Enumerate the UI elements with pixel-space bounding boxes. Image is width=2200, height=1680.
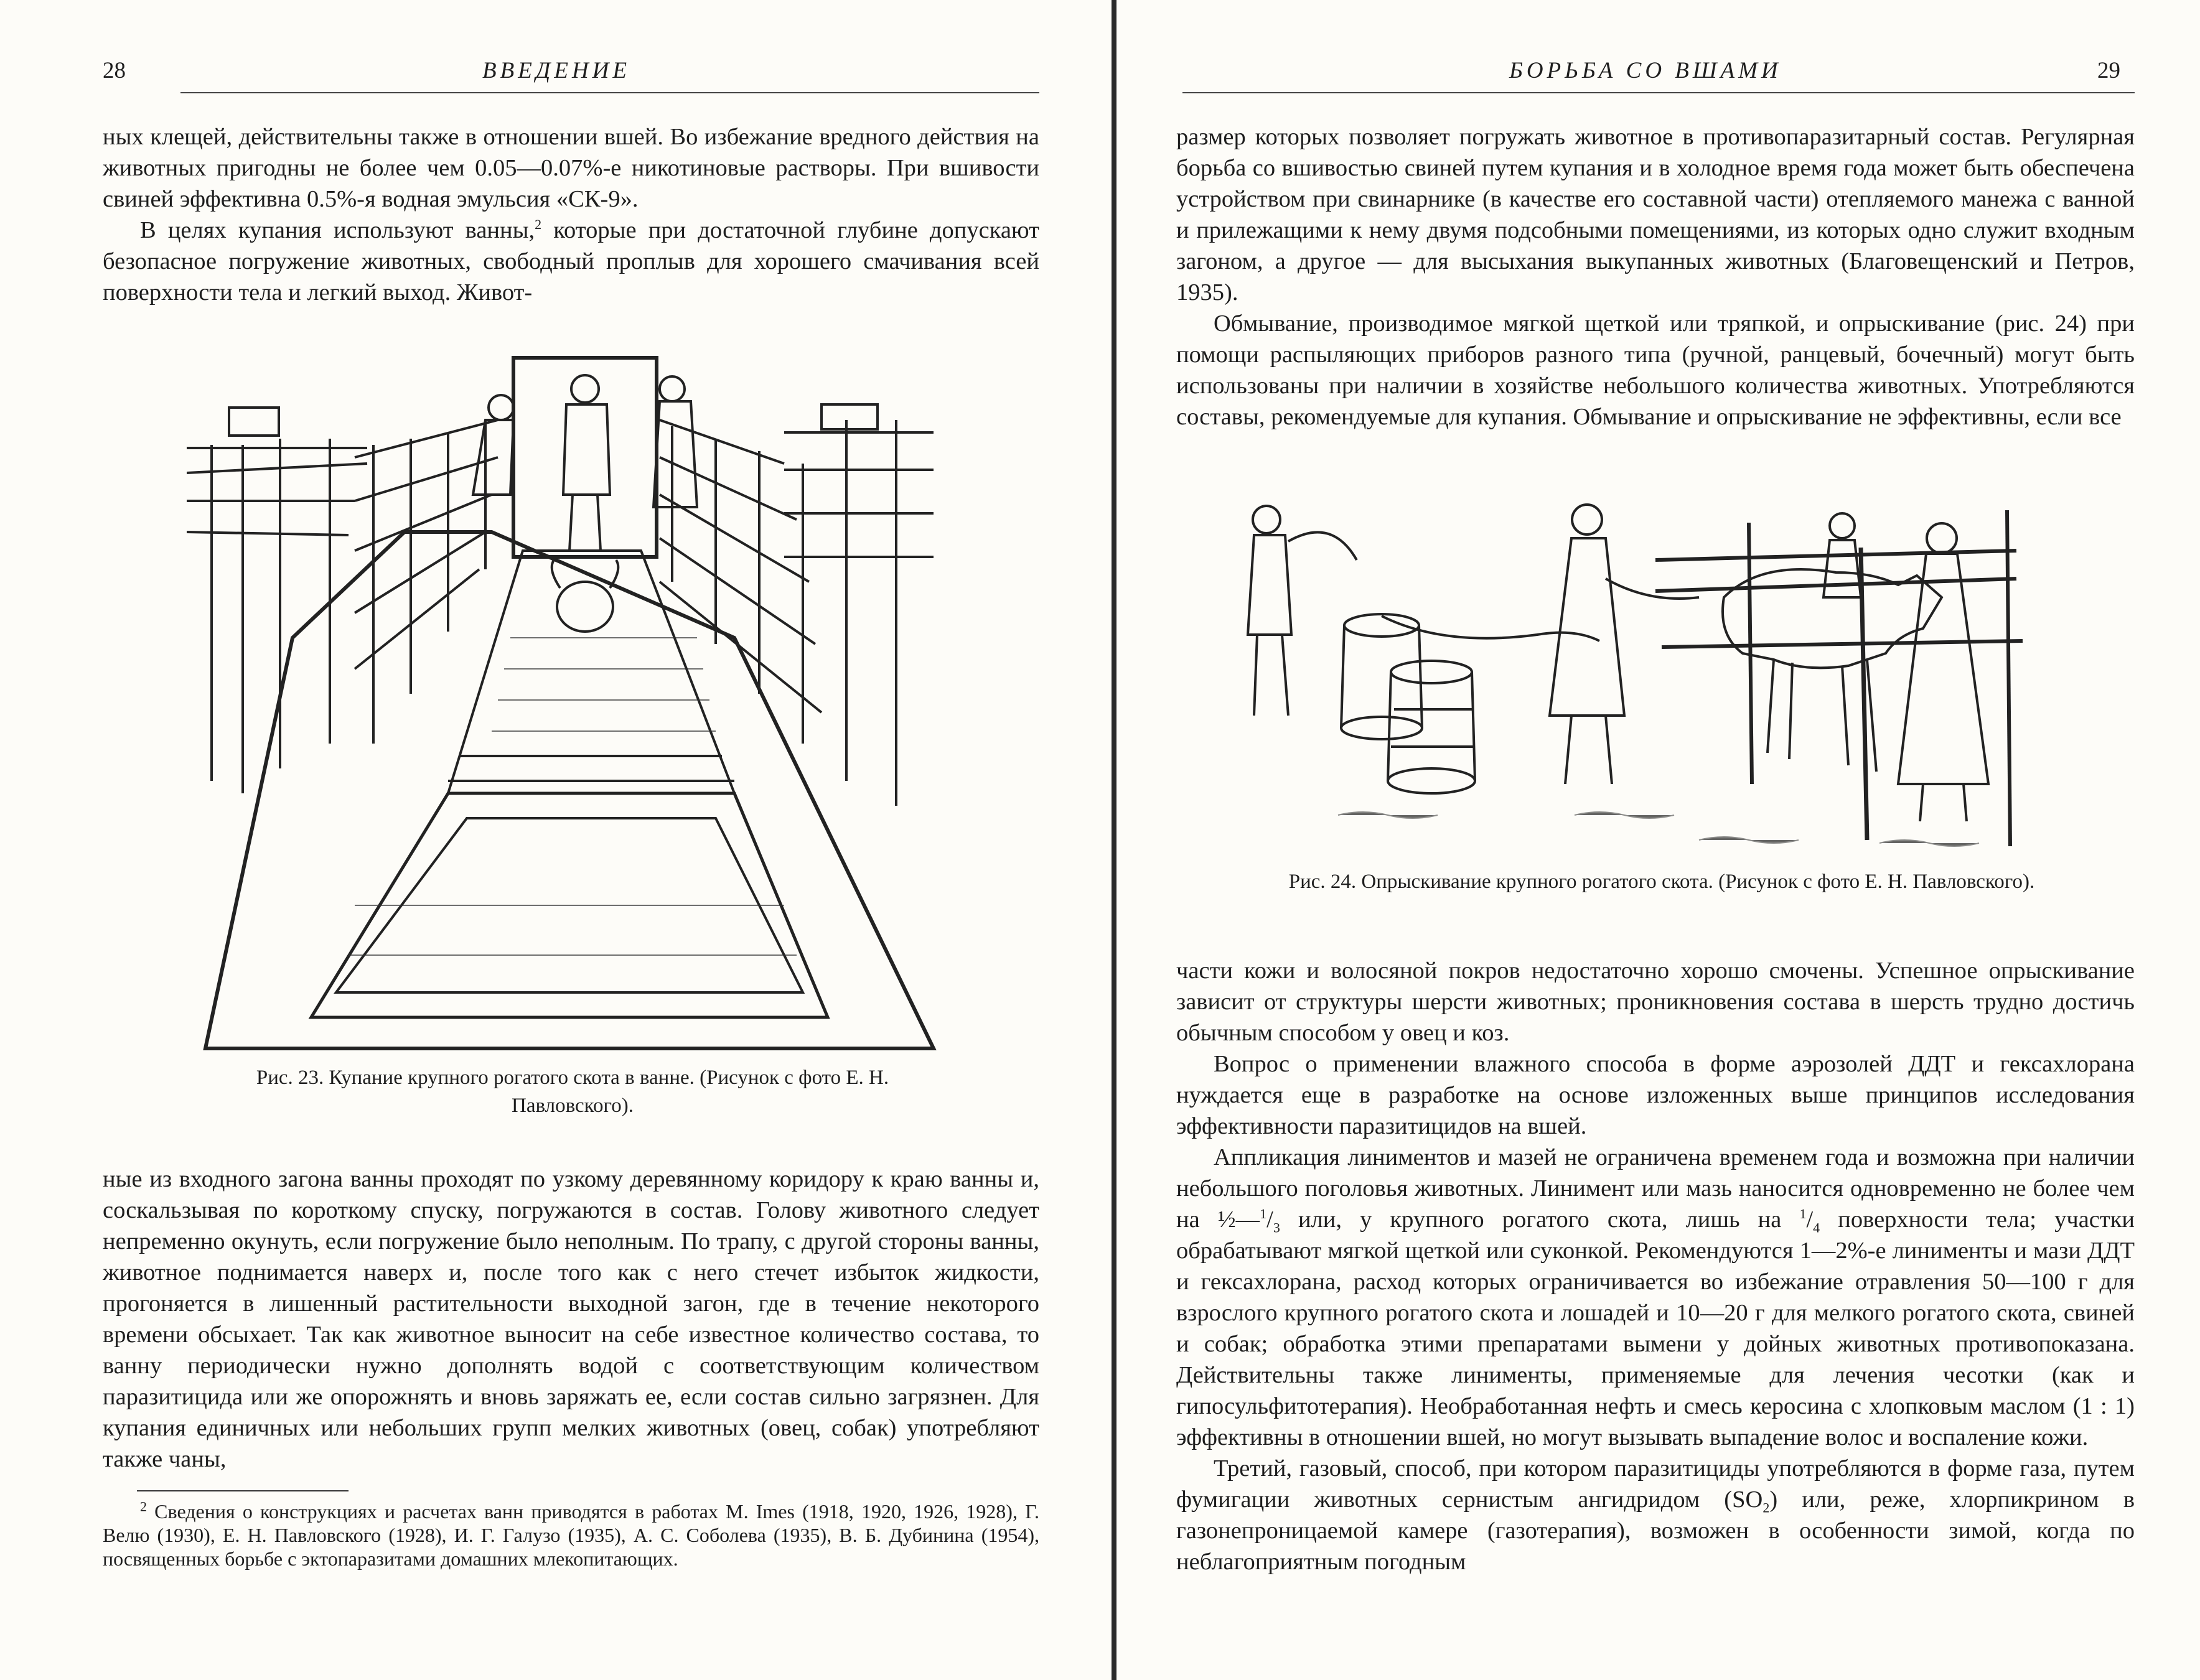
cattle-spraying-illustration	[1226, 492, 2085, 865]
figure-caption: Рис. 24. Опрыскивание крупного рогатого скота. (Рисунок с фото Е. Н. Павловского).	[1288, 870, 2035, 893]
cattle-dip-vat-illustration	[187, 345, 940, 1061]
paragraph: Обмывание, производимое мягкой щеткой или тряпкой, и опрыскивание (рис. 24) при помощи распыляющих приборов разного типа (ручной, ранцевый, бочечный) могут быть использованы при наличии в хозяйстве небольшого количества животных. Употребляются составы, рекомендуемые для купания. Обмывание и опрыскивание не эффективны, если все	[1176, 310, 2135, 430]
paragraph: части кожи и волосяной покров недостаточно хорошо смочены. Успешное опрыскивание зависит от структуры шерсти животных; проникновения состава в шерсть трудно достичь обычным способом у овец и коз.	[1176, 958, 2135, 1046]
footnote: $^2$ Сведения о конструкциях и расчетах ванн приводятся в работах M. Imes (1918, 1920, 1926, 1928), Г. Велю (1930), Е. Н. Павловского (1928), И. Г. Галузо (1935), А. С. Соболева (1935), В. Б. Дубинина (1954), посвященных борьбе с эктопаразитами домашних млекопитающих.	[103, 1498, 1039, 1570]
header-rule-right	[1182, 92, 2135, 93]
paragraph: Третий, газовый, способ, при котором паразитициды употребляются в форме газа, путем фумигации животных сернистым ангидридом $(SO_2)$ или, реже, хлорпикрином в газонепроницаемой камере (газотерапия), возможен в особенности зимой, когда по неблагоприятным погодным	[1176, 1455, 2135, 1575]
paragraph: размер которых позволяет погружать животное в противопаразитарный состав. Регулярная борьба со вшивостью свиней путем купания и в холодное время года может быть обеспечена устройством при свинарнике (в качестве его составной части) отепляемого манежа с ванной и прилежащими к нему двумя подсобными помещениями, из которых одно служит входным загоном, а другое — для высыхания выкупанных животных (Благовещенский и Петров, 1935).	[1176, 124, 2135, 306]
running-head-right: БОРЬБА СО ВШАМИ	[1509, 58, 1782, 83]
paragraph: ные из входного загона ванны проходят по узкому деревянному коридору к краю ванны и, соскальзывая по короткому спуску, погружаются в состав. Голову животного следует непременно окунуть, если погружение было неполным. По трапу, с другой стороны ванны, животное поднимается наверх и, после того как с него стечет избыток жидкости, прогоняется в лишенный растительности выходной загон, где в течение некоторого времени обсыхает. Так как животное выносит на себе известное количество состава, то ванну периодически нужно дополнять водой с соответствующим количеством паразитицида или же опорожнять и вновь заряжать ее, если состав сильно загрязнен. Для купания единичных или небольших групп мелких животных (овец, собак) употребляют также чаны,	[103, 1166, 1039, 1472]
figure-caption: Рис. 23. Купание крупного рогатого скота в ванне. (Рисунок с фото Е. Н. Павловского).	[256, 1066, 889, 1117]
left-text-top	[103, 121, 1039, 308]
footnote-ref: 2	[535, 217, 542, 233]
right-text-bottom	[1176, 955, 2135, 1577]
paragraph: В целях купания используют ванны,$^2$ которые при достаточной глубине допускают безопасное погружение животных, свободный проплыв для хорошего смачивания всей поверхности тела и легкий выход. Живот-	[103, 217, 1039, 306]
paragraph: Аппликация линиментов и мазей не ограничена временем года и возможна при наличии небольшого поголовья животных. Линимент или мазь наносится одновременно не более чем на $\frac{1}{2}—^1/_3$ или, у крупного рогатого скота, лишь на $^1/_4$ поверхности тела; участки обрабатывают мягкой щеткой или суконкой. Рекомендуются 1—2%-е линименты и мази ДДТ и гексахлорана, расход которых ограничивается во избежание отравления 50—100 г для взрослого крупного рогатого скота и лошадей и 10—20 г для мелкого рогатого скота, свиней и собак; обработка этими препаратами вымени у дойных животных противопоказана. Действительны также линименты, применяемые для лечения чесотки (как и гипосульфитотерапия). Необработанная нефть и смесь керосина с хлопковым маслом (1 : 1) эффективны в отношении вшей, но могут вызывать выпадение волос и воспаление кожи.	[1176, 1144, 2135, 1450]
left-text-bottom	[103, 1164, 1039, 1475]
right-page	[1120, 0, 2200, 1680]
paragraph: ных клещей, действительны также в отношении вшей. Во избежание вредного действия на животных пригодны не более чем 0.05—0.07%-е никотиновые растворы. При вшивости свиней эффективна 0.5%-я водная эмульсия «СК-9».	[103, 124, 1039, 212]
header-rule-left	[180, 92, 1039, 93]
footnote-rule	[137, 1490, 349, 1491]
paragraph: Вопрос о применении влажного способа в форме аэрозолей ДДТ и гексахлорана нуждается еще в разработке на основе изложенных выше принципов исследования эффективности паразитицидов на вшей.	[1176, 1051, 2135, 1139]
page-number-right: 29	[2097, 58, 2120, 83]
footnote-mark: 2	[140, 1498, 147, 1514]
right-text-top	[1176, 121, 2135, 432]
book-gutter	[1112, 0, 1116, 1680]
page-number-left: 28	[103, 58, 126, 83]
running-head-left: ВВЕДЕНИЕ	[482, 58, 630, 83]
